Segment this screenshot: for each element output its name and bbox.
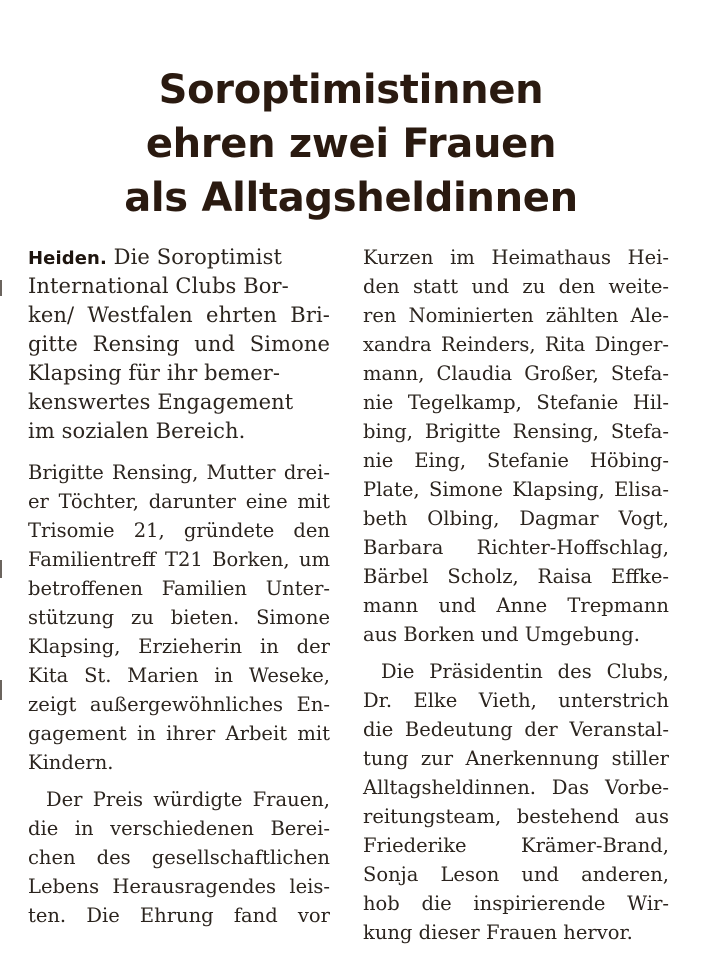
text-line: betroffenen Familien Unter- [28,577,330,600]
text-line: den statt und zu den weite- [363,275,669,298]
text-line: Klapsing für ihr bemer- [28,361,281,385]
headline-line: ehren zwei Frauen [145,120,557,167]
text-line: Bärbel Scholz, Raisa Effke- [363,565,669,588]
text-line: Sonja Leson und anderen, [363,863,669,886]
headline-line: als Alltagsheldinnen [124,174,578,221]
text-line: nie Eing, Stefanie Höbing- [363,449,669,472]
scan-edge-mark [0,280,2,296]
text-line: ren Nominierten zählten Ale- [363,304,669,327]
text-line: kung dieser Frauen hervor. [363,921,633,944]
text-line: bing, Brigitte Rensing, Stefa- [363,420,669,443]
text-line: Klapsing, Erzieherin in der [28,635,330,658]
text-line: ken/ Westfalen ehrten Bri- [28,303,330,327]
text-line: die Bedeutung der Veranstal- [363,718,669,741]
text-line: nie Tegelkamp, Stefanie Hil- [363,391,669,414]
text-line: gitte Rensing und Simone [28,332,330,356]
article-lead [28,243,330,446]
paragraph-gap [28,777,330,785]
text-line: International Clubs Bor- [28,274,289,298]
text-line: Dr. Elke Vieth, unterstrich [363,689,669,712]
article-headline [0,63,702,225]
text-line: kenswertes Engagement [28,390,294,414]
text-line: Brigitte Rensing, Mutter drei- [28,461,330,484]
text-line: xandra Reinders, Rita Dinger- [363,333,669,356]
text-line: Kurzen im Heimathaus Hei- [363,246,669,269]
paragraph-2-continued [363,243,669,649]
text-line: aus Borken und Umgebung. [363,623,640,646]
text-line: Barbara Richter-Hoffschlag, [363,536,669,559]
text-line: Trisomie 21, gründete den [28,519,330,542]
text-line: Plate, Simone Klapsing, Elisa- [363,478,669,501]
text-line: ten. Die Ehrung fand vor [28,904,330,927]
paragraph-gap [28,446,330,458]
paragraph-3 [363,657,669,947]
text-line: Kindern. [28,751,114,774]
article-column-left [28,243,330,930]
text-line: Friederike Krämer-Brand, [363,834,669,857]
paragraph-1 [28,458,330,777]
text-line: chen des gesellschaftlichen [28,846,330,869]
text-line: Die Präsidentin des Clubs, [381,660,669,683]
scan-edge-mark [0,680,2,700]
text-line: Alltagsheldinnen. Das Vorbe- [363,776,669,799]
text-line: Lebens Herausragendes leis- [28,875,330,898]
text-line: im sozialen Bereich. [28,419,246,443]
text-line: Familientreff T21 Borken, um [28,548,330,571]
text-line: zeigt außergewöhnliches En- [28,693,330,716]
text-line: tung zur Anerkennung stiller [363,747,669,770]
dateline: Heiden. [28,248,107,269]
scan-edge-mark [0,560,2,578]
text-line: Der Preis würdigte Frauen, [46,788,330,811]
text-line: reitungsteam, bestehend aus [363,805,669,828]
text-line: Kita St. Marien in Weseke, [28,664,330,687]
text-line: gagement in ihrer Arbeit mit [28,722,330,745]
text-line: mann und Anne Trepmann [363,594,669,617]
text-line: Heiden. Die Soroptimist [28,245,282,269]
headline-line: Soroptimistinnen [158,66,544,113]
text-line: mann, Claudia Großer, Stefa- [363,362,669,385]
article-column-right [363,243,669,947]
text-line: hob die inspirierende Wir- [363,892,669,915]
paragraph-gap [363,649,669,657]
text-line: beth Olbing, Dagmar Vogt, [363,507,669,530]
text-line: stützung zu bieten. Simone [28,606,330,629]
text-line: er Töchter, darunter eine mit [28,490,330,513]
paragraph-2 [28,785,330,930]
text-line: die in verschiedenen Berei- [28,817,330,840]
